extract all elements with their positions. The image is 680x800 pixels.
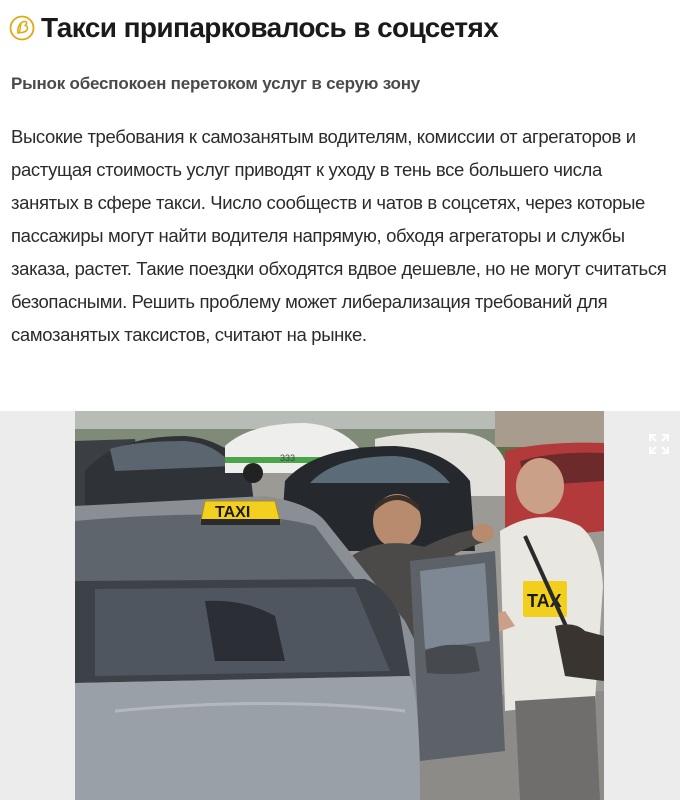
article-subheadline: Рынок обеспокоен перетоком услуг в серую зону bbox=[11, 74, 421, 93]
article-body: Высокие требования к самозанятым водителям, комиссии от агрегаторов и растущая стоимость услуг приводят к уходу в тень все большего числа занятых в сфере такси. Число сообществ и чатов в соцсетях, через которые пассажиры могут найти водителя напрямую, обходя агрегаторы и службы заказа, растет. Такие поездки обходятся вдвое дешевле, но не могут считаться безопасными. Решить проблему может либерализация требований для самозанятых таксистов, считают на рынке. bbox=[11, 126, 667, 345]
badge-text: TAX bbox=[527, 591, 562, 611]
headline-row bbox=[9, 12, 498, 44]
article-photo bbox=[75, 411, 604, 800]
page-title: Такси припарковалось в соцсетях bbox=[41, 12, 499, 43]
brand-logo-icon bbox=[9, 15, 35, 41]
taxi-drivers-photo bbox=[75, 411, 604, 800]
article-photo-frame bbox=[0, 411, 680, 800]
expand-icon[interactable] bbox=[648, 433, 670, 455]
taxi-plate-text: 333 bbox=[280, 453, 296, 463]
taxi-sign-text: TAXI bbox=[215, 504, 251, 521]
